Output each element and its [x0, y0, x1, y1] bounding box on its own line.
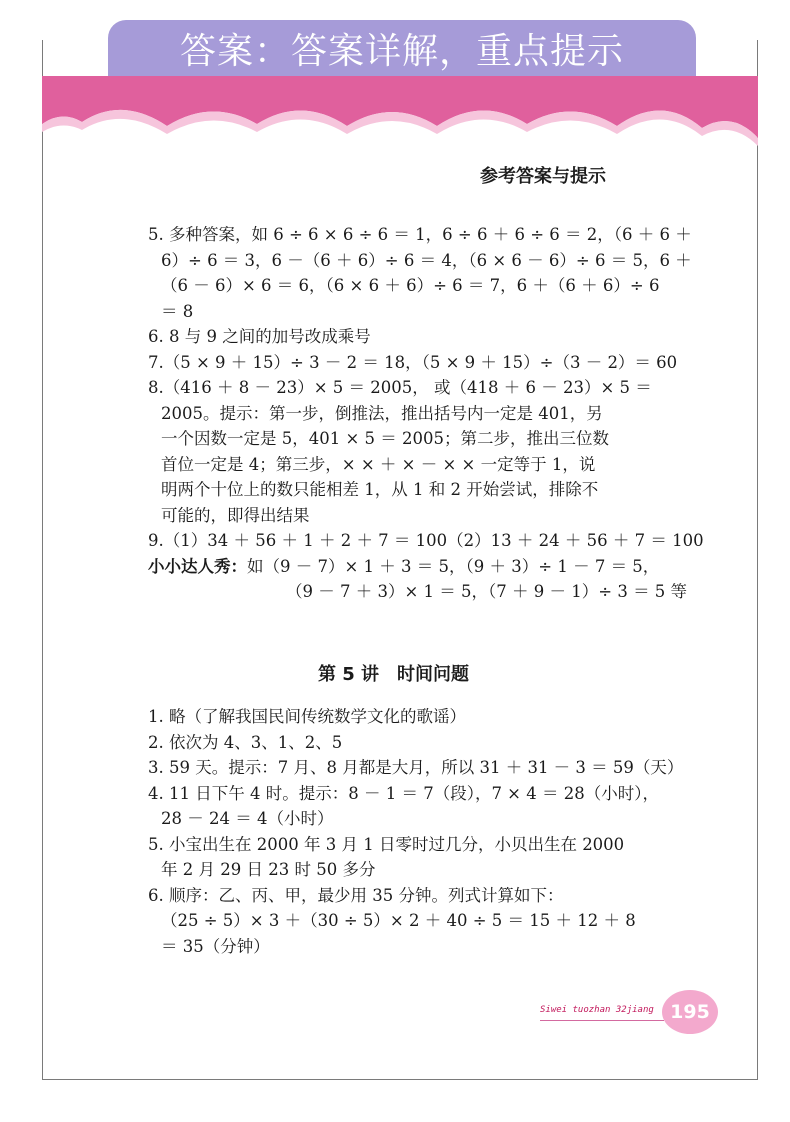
bonus-line: [148, 554, 668, 580]
bonus-text: 如（9 － 7）× 1 ＋ 3 ＝ 5，（9 ＋ 3）÷ 1 － 7 ＝ 5，: [247, 556, 660, 576]
lecture-answers-list: [148, 704, 684, 959]
answer-line: （6 － 6）× 6 ＝ 6，（6 × 6 ＋ 6）÷ 6 ＝ 7，6 ＋（6 ＋ 6）÷ 6: [161, 276, 660, 295]
answer-line: 5. 多种答案，如 6 ÷ 6 × 6 ÷ 6 ＝ 1，6 ÷ 6 ＋ 6 ÷ 6 ＝ 2，（6 ＋ 6 ＋: [148, 225, 692, 244]
answer-line: 可能的，即得出结果: [161, 505, 310, 525]
lecture-line: 年 2 月 29 日 23 时 50 多分: [161, 860, 376, 879]
lecture-line: 4. 11 日下午 4 时。提示：8 － 1 ＝ 7（段），7 × 4 ＝ 28（小时），: [148, 783, 659, 803]
page-number: 195: [670, 1001, 710, 1023]
answer-line: 7.（5 × 9 ＋ 15）÷ 3 － 2 ＝ 18，（5 × 9 ＋ 15）÷（3 － 2）＝ 60: [148, 352, 678, 372]
answer-line: 6）÷ 6 ＝ 3，6 －（6 ＋ 6）÷ 6 ＝ 4，（6 × 6 － 6）÷ 6 ＝ 5，6 ＋: [161, 250, 692, 270]
answer-line: 9.（1）34 ＋ 56 ＋ 1 ＋ 2 ＋ 7 ＝ 100（2）13 ＋ 24 ＋ 56 ＋ 7 ＝ 100: [148, 531, 704, 550]
lecture-line: 1. 略（了解我国民间传统数学文化的歌谣）: [148, 707, 466, 726]
answers-list: [148, 222, 704, 605]
answer-line: ＝ 8: [161, 301, 194, 321]
answers-heading: 参考答案与提示: [480, 166, 606, 187]
lecture-line: 6. 顺序：乙、丙、甲，最少用 35 分钟。列式计算如下：: [148, 885, 564, 905]
lecture-line: 3. 59 天。提示：7 月、8 月都是大月，所以 31 ＋ 31 － 3 ＝ 59（天）: [148, 758, 684, 777]
lecture-heading: 第 5 讲 时间问题: [318, 664, 470, 685]
bonus-label: 小小达人秀：: [148, 556, 247, 576]
lecture-line: 2. 依次为 4、3、1、2、5: [148, 732, 343, 752]
answer-line: 6. 8 与 9 之间的加号改成乘号: [148, 327, 371, 346]
bonus-line-2: （9 － 7 ＋ 3）× 1 ＝ 5，（7 ＋ 9 － 1）÷ 3 ＝ 5 等: [286, 582, 688, 601]
footer-series-title: Siwei tuozhan 32jiang: [540, 1005, 654, 1015]
lecture-line: （25 ÷ 5）× 3 ＋（30 ÷ 5）× 2 ＋ 40 ÷ 5 ＝ 15 ＋ 12 ＋ 8: [161, 911, 636, 930]
pink-wave-banner: [42, 76, 758, 154]
answer-line: 2005。提示：第一步，倒推法，推出括号内一定是 401，另: [161, 403, 603, 423]
answer-line: 明两个十位上的数只能相差 1，从 1 和 2 开始尝试，排除不: [161, 480, 599, 499]
answer-line: 首位一定是 4；第三步，× × ＋ × － × × 一定等于 1，说: [161, 454, 596, 474]
header-title: 答案：答案详解，重点提示: [179, 31, 624, 72]
lecture-line: 5. 小宝出生在 2000 年 3 月 1 日零时过几分，小贝出生在 2000: [148, 834, 625, 854]
footer-rule: [540, 1020, 664, 1021]
lecture-line: 28 － 24 ＝ 4（小时）: [161, 809, 334, 828]
lecture-line: ＝ 35（分钟）: [161, 936, 270, 956]
answer-line: 一个因数一定是 5，401 × 5 ＝ 2005；第二步，推出三位数: [161, 429, 610, 448]
answer-line: 8.（416 ＋ 8 － 23）× 5 ＝ 2005， 或（418 ＋ 6 － 23）× 5 ＝: [148, 378, 652, 397]
